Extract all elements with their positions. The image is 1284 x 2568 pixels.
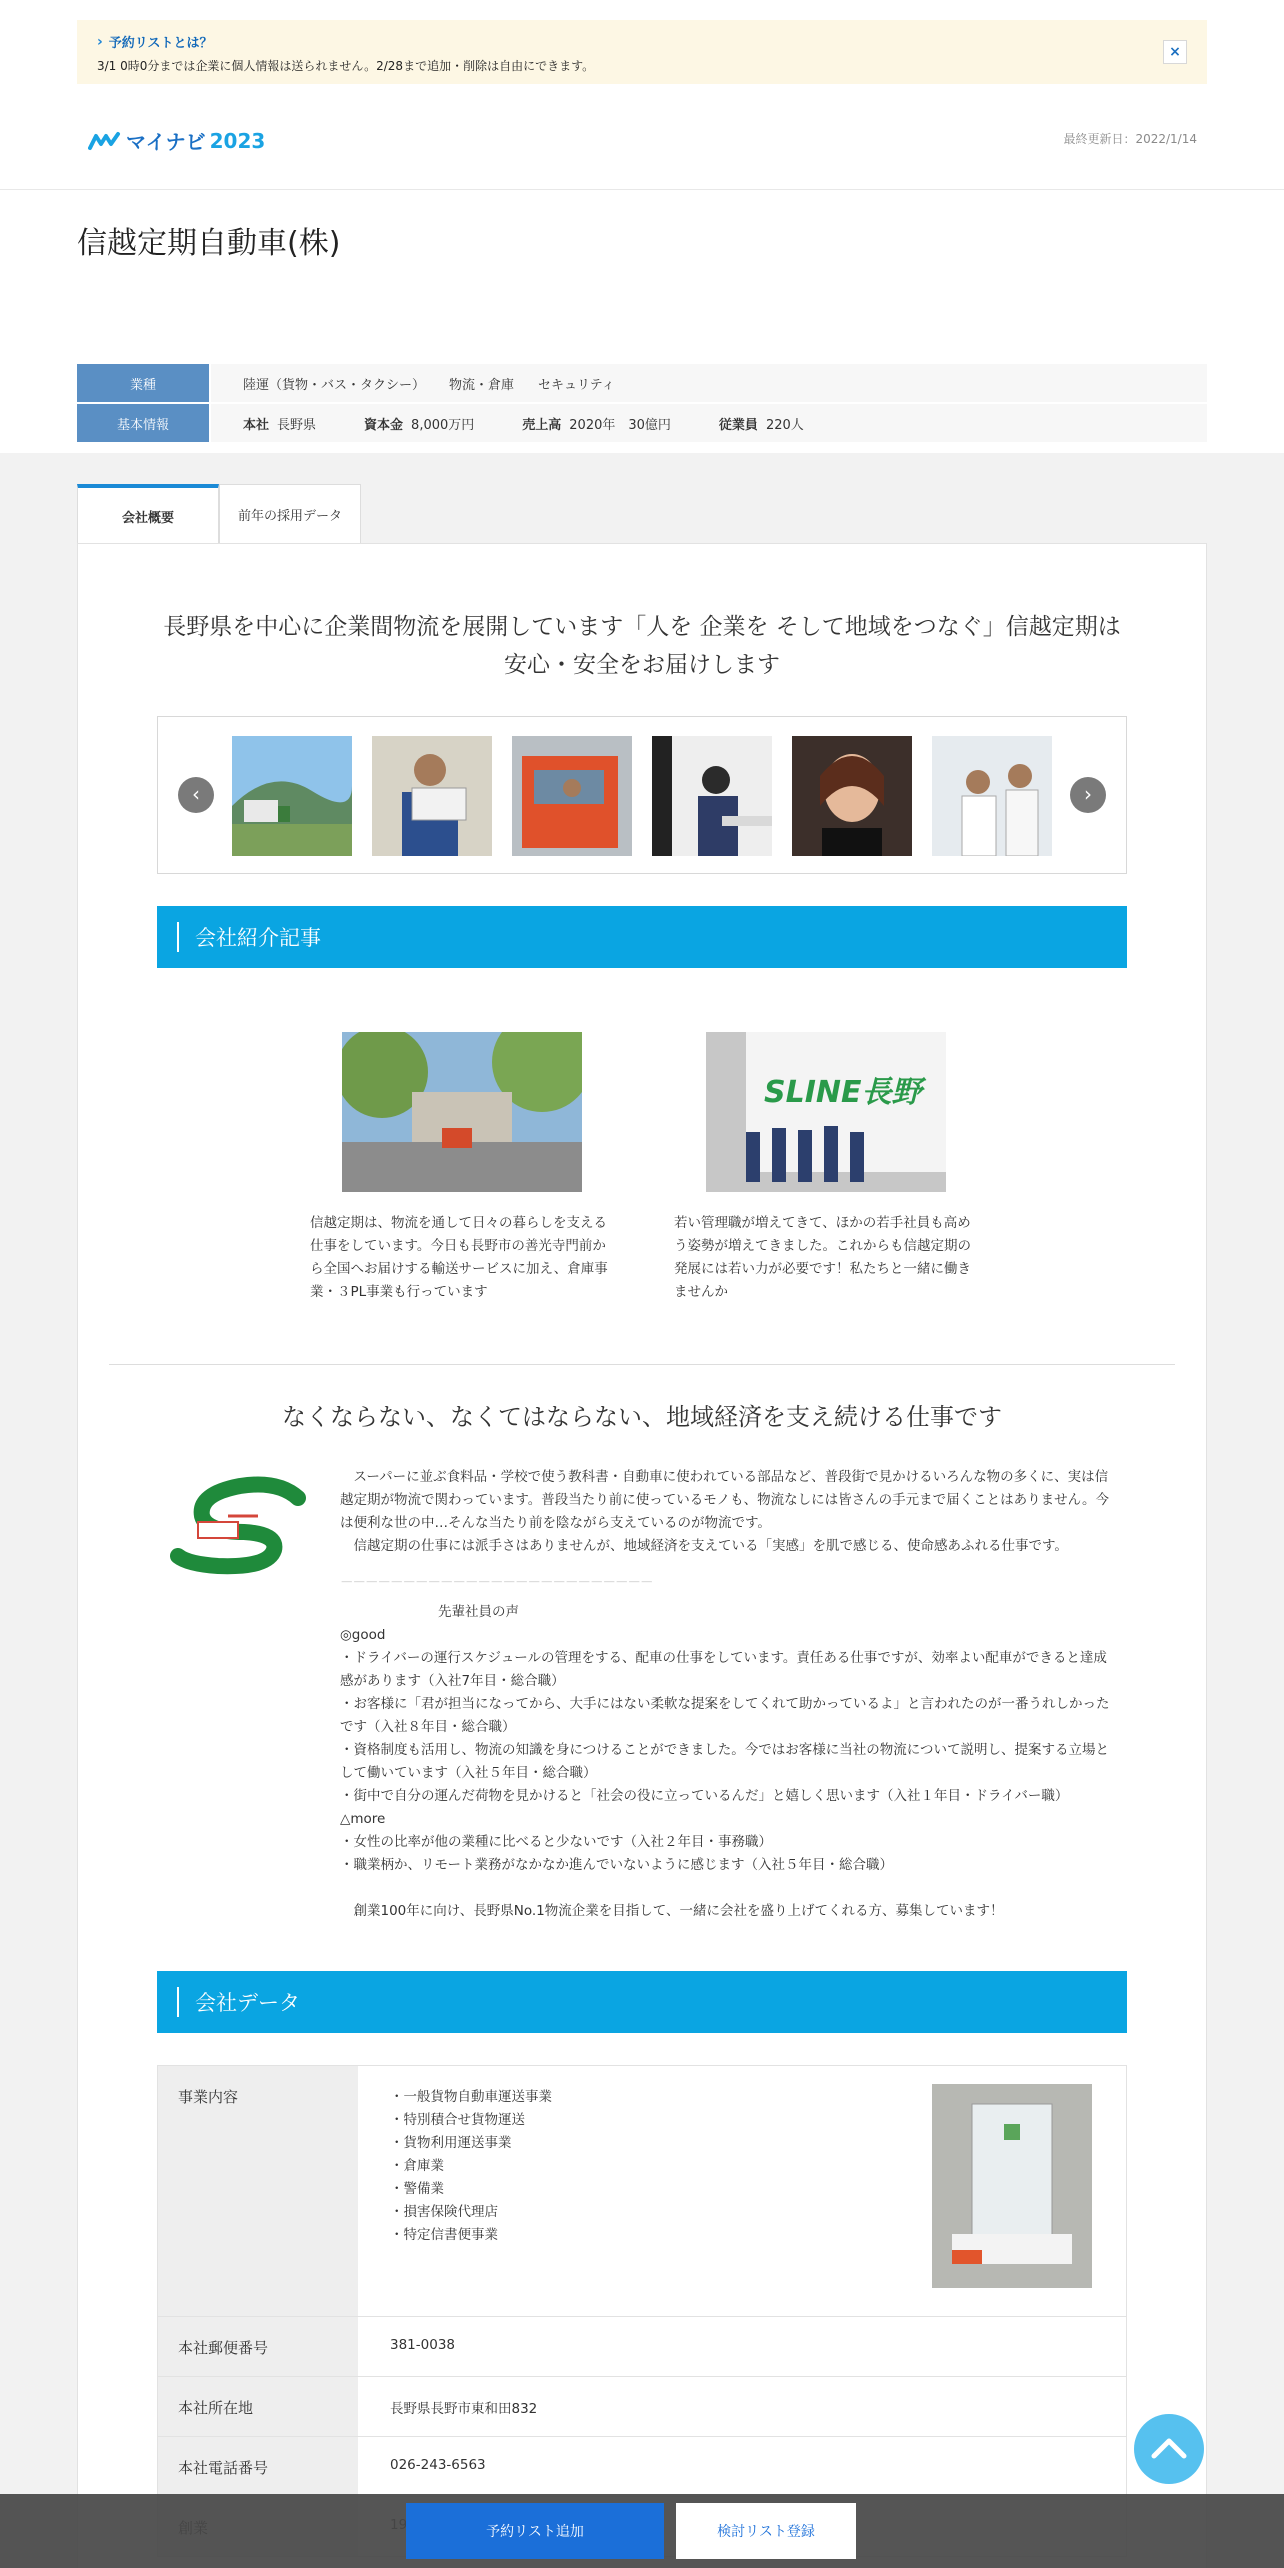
industry-label: 業種 <box>77 364 209 402</box>
story-paragraph: スーパーに並ぶ食料品・学校で使う教科書・自動車に使われている部品など、普段街で見かけるいろんな物の多くに、実は信越定期が物流で関わっています。普段当たり前に使っているモノも、物流なしには皆さんの手元まで届くことはありません。今は便利な世の中…そんな当たり前を陰ながら支えているのが物流です。 <box>340 1469 1109 1531</box>
list-item: ・一般貨物自動車運送事業 <box>390 2089 552 2105</box>
industry-row <box>77 364 1207 402</box>
industry-item[interactable]: 陸運（貨物・バス・タクシー） <box>243 377 426 393</box>
article-caption: 信越定期は、物流を通して日々の暮らしを支える仕事をしています。今日も長野市の善光寺門前から全国へお届けする輸送サービスに加え、倉庫事業・３PL事業も行っています <box>310 1215 608 1300</box>
bottom-action-bar <box>0 2494 1284 2568</box>
data-row-phone <box>158 2436 1126 2496</box>
carousel-photo[interactable] <box>932 736 1052 856</box>
section-heading-articles: 会社紹介記事 <box>157 906 1127 968</box>
chevron-up-icon <box>1134 2414 1204 2484</box>
more-item: ・女性の比率が他の業種に比べると少ないです（入社２年目・事務職） <box>340 1834 772 1850</box>
company-story <box>158 1466 1206 1923</box>
basic-info-label: 基本情報 <box>77 404 209 442</box>
chevron-right-icon: › <box>97 33 103 50</box>
dash-divider: －－－－－－－－－－－－－－－－－－－－－－－－－ <box>340 1575 653 1591</box>
top-area <box>0 0 1284 453</box>
data-row-business <box>158 2066 1126 2316</box>
notice-question: 予約リストとは？ <box>108 36 213 51</box>
carousel-photo[interactable] <box>652 736 772 856</box>
lead-text: 長野県を中心に企業間物流を展開しています「人を 企業を そして地域をつなぐ」信越定期は安心・安全をお届けします <box>163 614 1121 678</box>
carousel-prev-button[interactable]: ‹ <box>178 777 214 813</box>
data-label: 事業内容 <box>158 2066 358 2316</box>
data-row-postal-code <box>158 2316 1126 2376</box>
article-photo[interactable] <box>706 1032 946 1192</box>
capital-field: 資本金 8,000万円 <box>364 417 475 433</box>
carousel-photo[interactable] <box>372 736 492 856</box>
sales-field: 売上高 2020年 30億円 <box>522 417 671 433</box>
data-value: 026-243-6563 <box>390 2457 486 2473</box>
carousel-photo[interactable] <box>232 736 352 856</box>
tab-company-overview[interactable]: 会社概要 <box>77 484 219 544</box>
data-label: 本社郵便番号 <box>158 2317 358 2376</box>
good-heading: ◎good <box>340 1627 386 1643</box>
section-heading-work: なくならない、なくてはならない、地域経済を支え続ける仕事です <box>282 1403 1002 1431</box>
carousel-photo[interactable] <box>512 736 632 856</box>
close-icon[interactable]: × <box>1163 40 1187 64</box>
data-label: 本社所在地 <box>158 2377 358 2436</box>
add-consideration-list-button[interactable]: 検討リスト登録 <box>676 2503 856 2559</box>
industry-values <box>211 364 1207 402</box>
add-reservation-list-button[interactable]: 予約リスト追加 <box>406 2503 664 2559</box>
reservation-notice <box>77 20 1207 84</box>
data-value: 長野県長野市東和田832 <box>390 2401 538 2417</box>
photo-carousel <box>157 716 1127 874</box>
data-value: 381-0038 <box>390 2337 455 2353</box>
main-panel <box>77 543 1207 2568</box>
data-row-address <box>158 2376 1126 2436</box>
employees-field: 従業員 220人 <box>718 417 804 433</box>
mynavi-mark-icon <box>88 130 122 152</box>
last-updated: 最終更新日：2022/1/14 <box>1063 132 1197 146</box>
data-value <box>358 2066 1126 2316</box>
basic-info-values <box>211 404 1207 442</box>
article-caption: 若い管理職が増えてきて、ほかの若手社員も高めう姿勢が増えてきました。これからも信越定期の発展には若い力が必要です！私たちと一緒に働きませんか <box>674 1215 971 1300</box>
article-card[interactable] <box>674 1032 974 1304</box>
brand-name: マイナビ <box>126 130 206 154</box>
list-item: ・貨物利用運送事業 <box>390 2135 512 2151</box>
article-photo[interactable] <box>342 1032 582 1192</box>
basic-info-row <box>77 404 1207 442</box>
good-item: ・ドライバーの運行スケジュールの管理をする、配車の仕事をしています。責任ある仕事ですが、効率よい配車ができると達成感があります（入社7年目・総合職） <box>340 1650 1107 1689</box>
carousel-photo[interactable] <box>792 736 912 856</box>
list-item: ・倉庫業 <box>390 2158 444 2174</box>
tab-bar <box>77 484 361 544</box>
more-item: ・職業柄か、リモート業務がなかなか進んでいないように感じます（入社５年目・総合職） <box>340 1857 893 1873</box>
list-item: ・損害保険代理店 <box>390 2204 498 2220</box>
data-label: 本社電話番号 <box>158 2437 358 2496</box>
good-item: ・お客様に「君が担当になってから、大手にはない柔軟な提案をしてくれて助かっているよ」と言われたのが一番うれしかったです（入社８年目・総合職） <box>340 1696 1110 1735</box>
section-heading-company-data: 会社データ <box>157 1971 1127 2033</box>
industry-item[interactable]: 物流・倉庫 <box>449 377 515 393</box>
award-photo[interactable] <box>932 2084 1092 2288</box>
mynavi-logo[interactable] <box>88 126 265 155</box>
voice-title: 先輩社員の声 <box>438 1604 519 1620</box>
notice-question-link[interactable] <box>97 32 1187 51</box>
more-heading: △more <box>340 1811 386 1827</box>
list-item: ・特別積合せ貨物運送 <box>390 2112 525 2128</box>
scroll-to-top-button[interactable] <box>1134 2414 1204 2484</box>
svg-text:SLINE長野: SLINE長野 <box>764 1075 922 1110</box>
tab-previous-recruit-data[interactable]: 前年の採用データ <box>219 484 361 544</box>
company-logo <box>158 1476 318 1576</box>
hq-field: 本社 長野県 <box>243 417 317 433</box>
company-info-table <box>77 364 1207 442</box>
list-item: ・特定信書便事業 <box>390 2227 498 2243</box>
good-item: ・資格制度も活用し、物流の知識を身につけることができました。今ではお客様に当社の物流について説明し、提案する立場として働いています（入社５年目・総合職） <box>340 1742 1109 1781</box>
closing-text: 創業100年に向け、長野県No.1物流企業を目指して、一緒に会社を盛り上げてくれる方、募集しています！ <box>340 1903 1004 1919</box>
brand-year: 2023 <box>209 128 266 153</box>
good-item: ・街中で自分の運んだ荷物を見かけると「社会の役に立っているんだ」と嬉しく思います（入社１年目・ドライバー職） <box>340 1788 1069 1804</box>
article-list <box>78 1032 1206 1304</box>
article-card[interactable] <box>310 1032 610 1304</box>
story-text <box>340 1466 1115 1923</box>
company-data-table <box>157 2065 1127 2557</box>
story-paragraph: 信越定期の仕事には派手さはありませんが、地域経済を支えている「実感」を肌で感じる、使命感あふれる仕事です。 <box>340 1538 1068 1554</box>
site-header <box>0 84 1284 190</box>
carousel-thumbs <box>232 736 1052 856</box>
carousel-next-button[interactable]: › <box>1070 777 1106 813</box>
industry-item[interactable]: セキュリティ <box>538 377 615 393</box>
divider <box>109 1364 1175 1365</box>
notice-text: 3/1 0時0分までは企業に個人情報は送られません。2/28まで追加・削除は自由にできます。 <box>97 59 595 73</box>
company-name: 信越定期自動車(株) <box>77 226 341 261</box>
list-item: ・警備業 <box>390 2181 444 2197</box>
